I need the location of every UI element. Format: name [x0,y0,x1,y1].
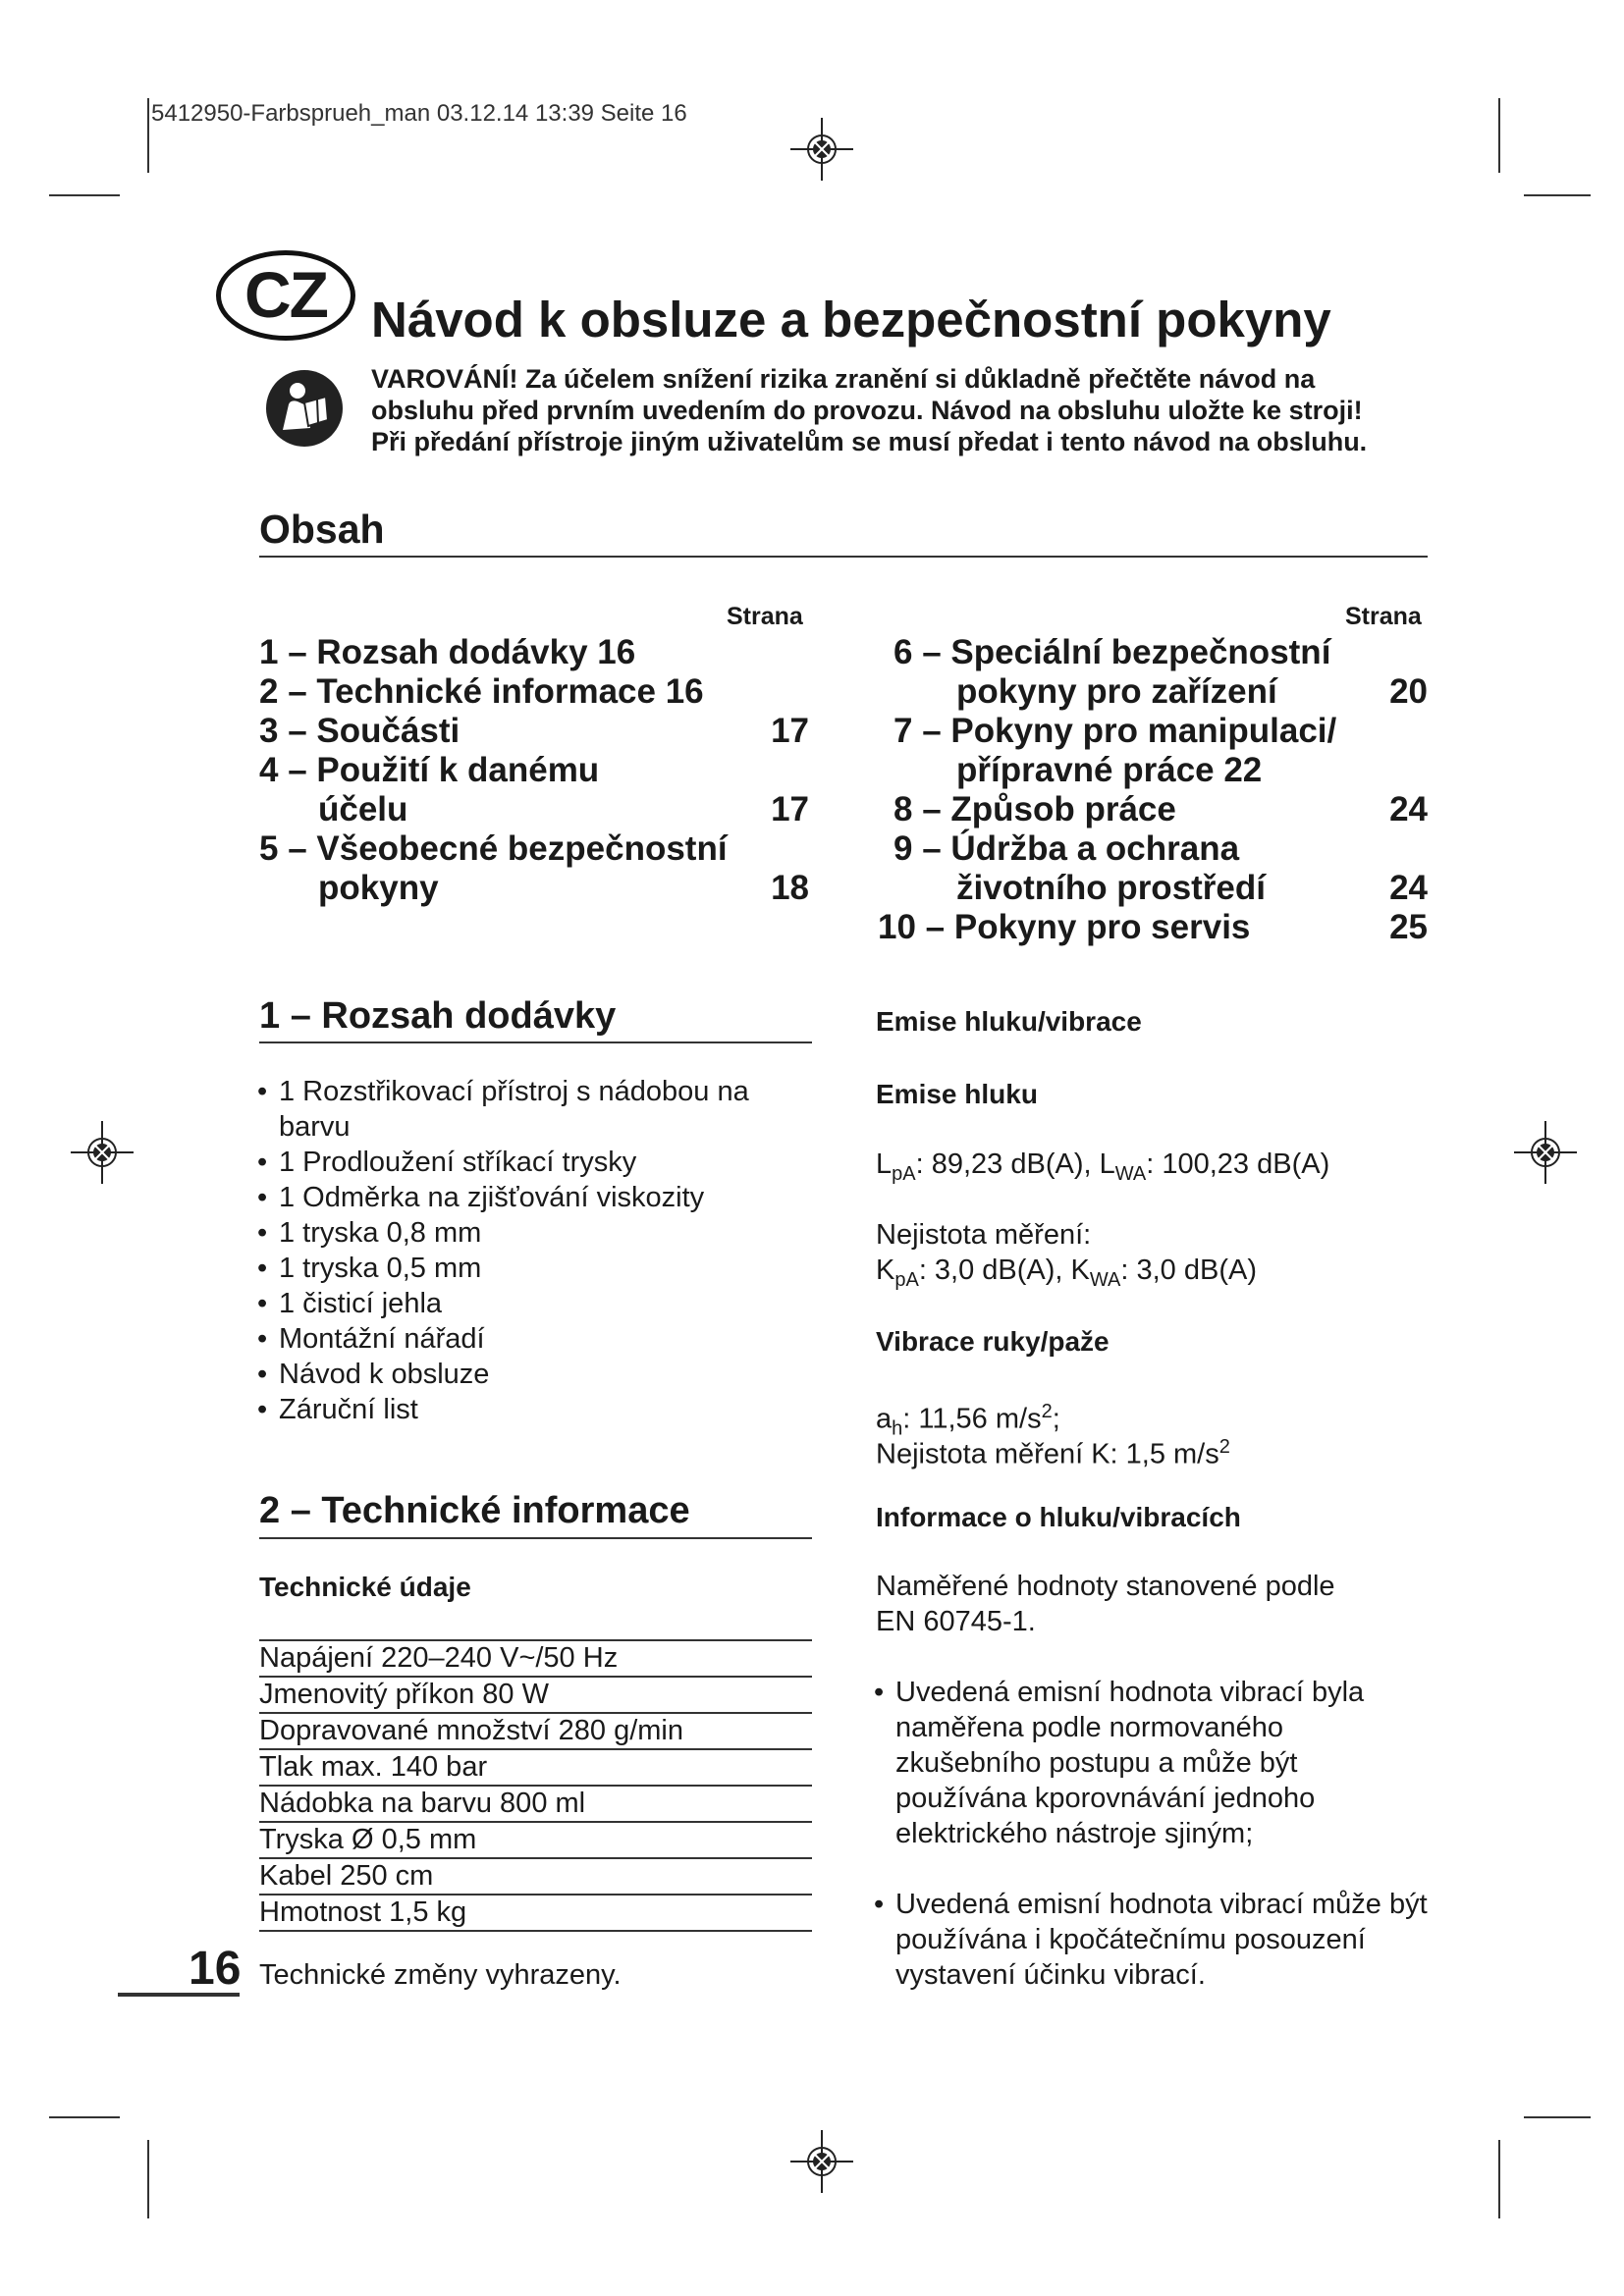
toc-left-column [259,633,809,908]
uncertainty-values: $K_{pA}$: 3,0 dB(A), $K_{WA}$: 3,0 dB(A) [876,1255,1257,1291]
toc-left-column-label: Strana [727,603,803,630]
registration-mark-icon [790,118,853,181]
crop-mark [49,194,120,196]
delivery-list [253,1074,803,1427]
tech-note: Technické změny vyhrazeny. [259,1959,622,1991]
section-2-heading: 2 – Technické informace [259,1490,690,1531]
toc-entry[interactable]: 2 – Technické informace 16 [259,672,704,711]
vibration-uncertainty: Nejistota měření K: 1,5 $m/s^2$ [876,1436,1230,1470]
emissions-heading: Emise hluku/vibrace [876,1006,1142,1037]
list-item: • Uvedená emisní hodnota vibrací může být používána i kpočátečnímu posouzení vystavení účinku vibrací. [870,1887,1430,1993]
toc-entry[interactable]: 10 – Pokyny pro servis 25 [878,908,1428,946]
table-row: Napájení 220–240 V~/50 Hz [259,1640,812,1677]
registration-mark-icon [1514,1121,1577,1184]
toc-entry[interactable]: 5 – Všeobecné bezpečnostní pokyny 18 [259,829,809,907]
section-2-rule [259,1537,812,1539]
warning-text: VAROVÁNÍ! Za účelem snížení rizika zranění si důkladně přečtěte návod na obsluhu před prvním uvedením do provozu. Návod na obsluhu uložte ke stroji! Při předání přístroje jiným uživatelům se musí předat i tento návod na obsluhu. [371,364,1368,456]
table-row: Nádobka na barvu 800 ml [259,1786,812,1822]
page-number: 16 [189,1943,242,1995]
vibration-value: $a_h$: 11,56 $m/s^2$; [876,1401,1060,1440]
toc-entry[interactable]: 6 – Speciální bezpečnostní pokyny pro zařízení 20 [893,633,1428,711]
list-item: • 1 tryska 0,8 mm [253,1215,803,1251]
list-item: • Montážní nářadí [253,1321,803,1357]
toc-entry[interactable]: 7 – Pokyny pro manipulaci/ přípravné práce 22 [893,712,1337,789]
tech-data-subheading: Technické údaje [259,1572,471,1602]
vibration-heading: Vibrace ruky/paže [876,1326,1110,1357]
list-item: • 1 Odměrka na zjišťování viskozity [253,1180,803,1215]
list-item: • 1 Rozstřikovací přístroj s nádobou na barvu [253,1074,803,1145]
crop-mark [1524,194,1591,196]
toc-entry[interactable]: 1 – Rozsah dodávky 16 [259,633,636,671]
print-header: 5412950-Farbsprueh_man 03.12.14 13:39 Seite 16 [151,100,687,127]
list-item: • Záruční list [253,1392,803,1427]
info-text: Naměřené hodnoty stanovené podle EN 60745-1. [876,1571,1335,1637]
page-number-rule [118,1993,240,1997]
sound-levels: $L_{pA}$: 89,23 dB(A), $L_{WA}$: 100,23 dB(A) [876,1148,1330,1185]
registration-mark-icon [790,2130,853,2193]
toc-right-column-label: Strana [1345,603,1422,630]
crop-mark [147,98,149,173]
info-heading: Informace o hluku/vibracích [876,1502,1241,1532]
list-item: • Návod k obsluze [253,1357,803,1392]
language-badge: CZ [216,250,355,341]
registration-mark-icon [71,1121,134,1184]
crop-mark [49,2116,120,2118]
list-item: • 1 čisticí jehla [253,1286,803,1321]
toc-right-column [878,633,1428,947]
list-item: • 1 Prodloužení stříkací trysky [253,1145,803,1180]
noise-heading: Emise hluku [876,1079,1038,1109]
info-bullets [870,1675,1430,1993]
crop-mark [1498,98,1500,173]
toc-entry[interactable]: 8 – Způsob práce 24 [893,790,1428,828]
table-row: Tryska Ø 0,5 mm [259,1822,812,1858]
toc-entry[interactable]: 3 – Součásti 17 [259,712,809,750]
uncertainty-label: Nejistota měření: [876,1219,1092,1251]
section-1-heading: 1 – Rozsah dodávky [259,995,617,1037]
table-row: Jmenovitý příkon 80 W [259,1677,812,1713]
toc-rule [259,556,1428,558]
tech-spec-table [259,1639,812,1932]
list-item: • 1 tryska 0,5 mm [253,1251,803,1286]
toc-entry[interactable]: 4 – Použití k danému účelu 17 [259,751,809,828]
page-title: Návod k obsluze a bezpečnostní pokyny [371,292,1331,347]
crop-mark [1498,2140,1500,2218]
table-row: Kabel 250 cm [259,1858,812,1895]
toc-entry[interactable]: 9 – Údržba a ochrana životního prostředí 24 [893,829,1428,907]
table-row: Hmotnost 1,5 kg [259,1895,812,1931]
list-item: • Uvedená emisní hodnota vibrací byla naměřena podle normovaného zkušebního postupu a může být používána kporovnávání jednoho elektrického nástroje sjiným; [870,1675,1430,1851]
read-manual-icon [265,369,344,448]
crop-mark [1524,2116,1591,2118]
table-row: Tlak max. 140 bar [259,1749,812,1786]
toc-heading: Obsah [259,507,385,552]
crop-mark [147,2140,149,2218]
table-row: Dopravované množství 280 g/min [259,1713,812,1749]
section-1-rule [259,1041,812,1043]
